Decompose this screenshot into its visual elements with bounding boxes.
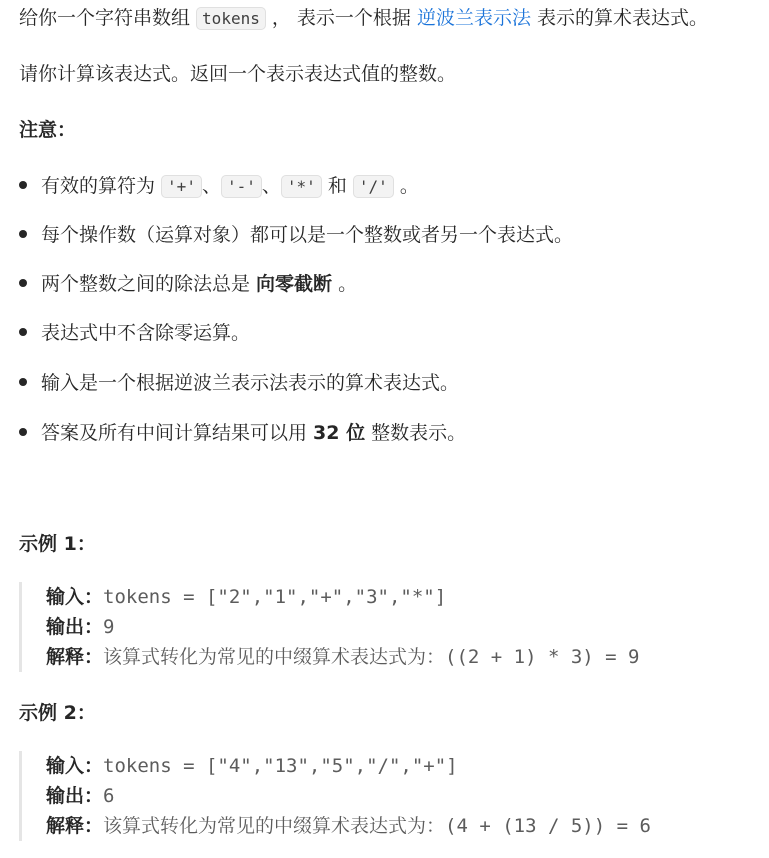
- example-1-title: 示例 1：: [19, 533, 96, 555]
- rpn-link[interactable]: 逆波兰表示法: [416, 7, 531, 29]
- note-item-valid-rpn: 输入是一个根据逆波兰表示法表示的算术表达式。: [19, 369, 459, 397]
- note-item-operands: 每个操作数（运算对象）都可以是一个整数或者另一个表达式。: [19, 221, 573, 249]
- op-plus-code: '+': [161, 175, 202, 198]
- intro-text-mid: ， 表示一个根据: [265, 7, 417, 29]
- notes-title: 注意：: [19, 119, 77, 141]
- op-minus-code: '-': [221, 175, 262, 198]
- example-2-input: 输入：tokens = ["4","13","5","/","+"]: [46, 755, 458, 777]
- example-1-explanation: 解释：该算式转化为常见的中缀算术表达式为：((2 + 1) * 3) = 9: [46, 646, 640, 668]
- bullet-icon: [19, 230, 27, 238]
- example-1-block: [19, 582, 766, 672]
- example-2-explanation: 解释：该算式转化为常见的中缀算术表达式为：(4 + (13 / 5)) = 6: [46, 815, 651, 837]
- intro-text-after: 表示的算术表达式。: [530, 7, 709, 29]
- example-1-input: 输入：tokens = ["2","1","+","3","*"]: [46, 586, 447, 608]
- intro-line-1: [19, 4, 708, 33]
- intro-text-before: 给你一个字符串数组: [19, 7, 197, 29]
- note-item-32bit: 答案及所有中间计算结果可以用 32 位 整数表示。: [19, 419, 466, 447]
- op-divide-code: '/': [353, 175, 394, 198]
- bullet-icon: [19, 279, 27, 287]
- example-2-title: 示例 2：: [19, 702, 96, 724]
- op-multiply-code: '*': [281, 175, 322, 198]
- bullet-icon: [19, 428, 27, 436]
- note-item-division: 两个整数之间的除法总是 向零截断 。: [19, 270, 357, 298]
- tokens-code: tokens: [196, 7, 266, 30]
- note-item-no-div-zero: 表达式中不含除零运算。: [19, 319, 250, 347]
- intro-line-2: 请你计算该表达式。返回一个表示表达式值的整数。: [19, 63, 457, 85]
- example-1-output: 输出：9: [46, 616, 115, 638]
- example-2-output: 输出：6: [46, 785, 115, 807]
- bit-width: 32 位: [313, 422, 366, 444]
- note-item-operators: 有效的算符为 '+' 、 '-' 、 '*' 和 '/' 。: [19, 172, 419, 201]
- truncate-toward-zero: 向零截断: [256, 273, 333, 295]
- bullet-icon: [19, 378, 27, 386]
- bullet-icon: [19, 328, 27, 336]
- bullet-icon: [19, 181, 27, 189]
- example-2-block: [19, 751, 766, 841]
